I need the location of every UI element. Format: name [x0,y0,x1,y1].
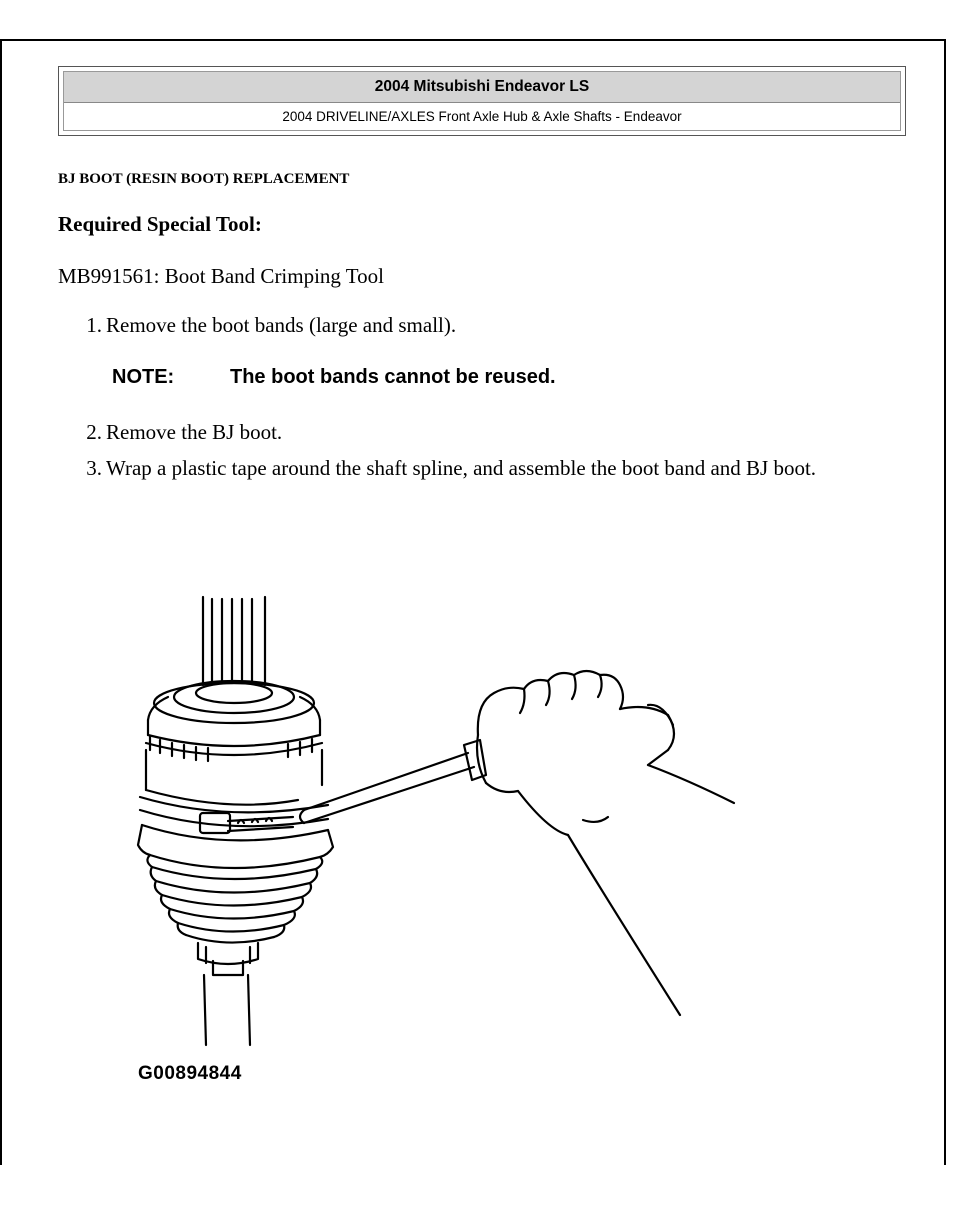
boot-band-crimping-illustration [128,585,748,1090]
bj-boot-bellows [138,825,333,943]
page-border-right [944,40,946,1165]
sleeve [518,765,734,1015]
step-text: Remove the boot bands (large and small). [106,313,457,337]
step-number: 3. [86,456,102,480]
header-title: 2004 Mitsubishi Endeavor LS [64,72,900,103]
step-number: 1. [86,313,102,337]
axle-shaft [203,597,265,685]
note-label: NOTE: [112,366,175,388]
note-text: The boot bands cannot be reused. [230,366,556,388]
hand [477,671,674,792]
boot-small-end [198,943,258,975]
step-text: Remove the BJ boot. [106,420,283,444]
page-border-left [0,40,2,1165]
note [112,366,556,389]
section-title: BJ BOOT (RESIN BOOT) REPLACEMENT [58,171,350,187]
lower-shaft [204,975,250,1045]
special-tool-line: MB991561: Boot Band Crimping Tool [58,264,385,288]
header-subtitle: 2004 DRIVELINE/AXLES Front Axle Hub & Axle Shafts - Endeavor [282,109,682,124]
step-number: 2. [86,420,102,444]
figure-id: G00894844 [138,1063,242,1084]
tool-heading: Required Special Tool: [58,212,262,236]
joint-top-rings [146,681,322,761]
outer-race [146,750,322,805]
crimping-tool [300,740,486,823]
step-text: Wrap a plastic tape around the shaft spline, and assemble the boot band and BJ boot. [106,456,817,480]
document-header [58,66,906,136]
header-frame [63,71,901,131]
page-border-top [0,39,946,41]
